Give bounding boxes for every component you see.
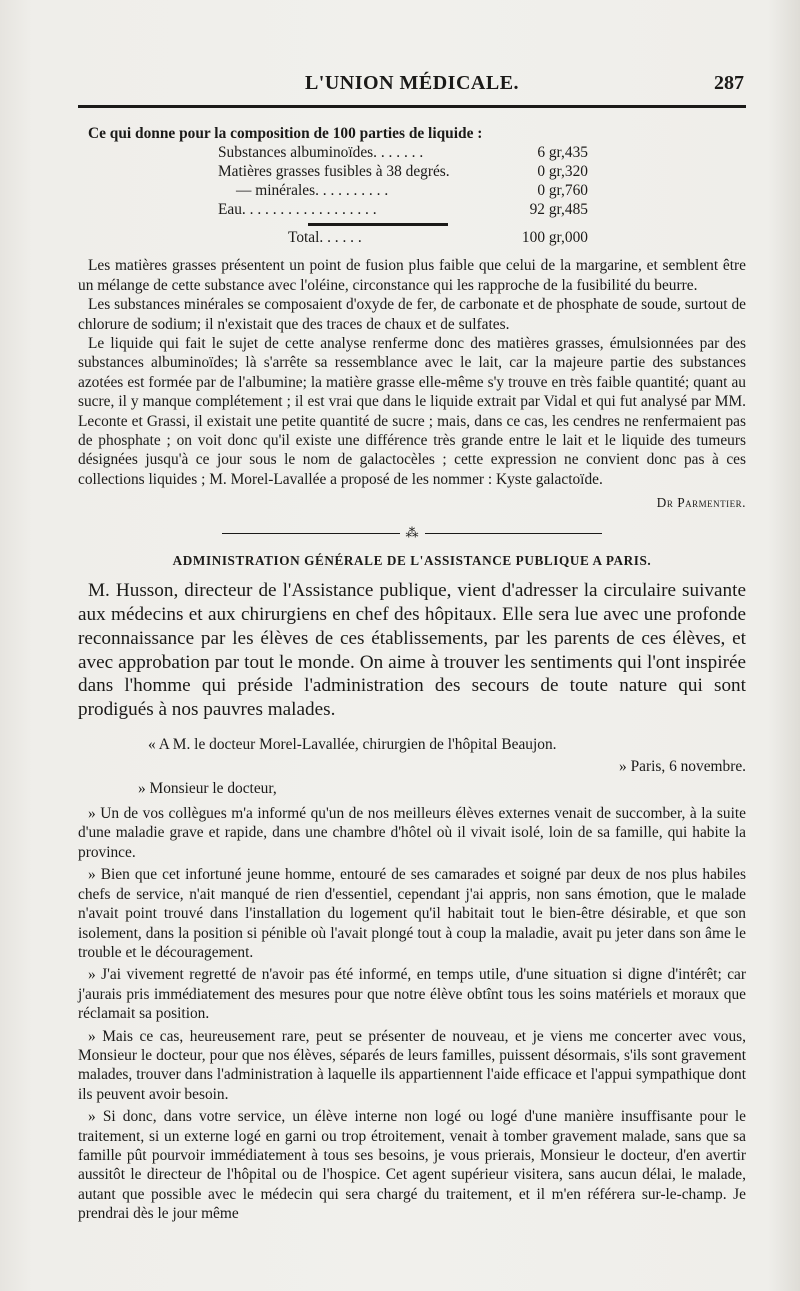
paragraph: Les substances minérales se composaient d'oxyde de fer, de carbonate et de phosphate de soude, surtout de chlorure de sodium; il n'existait que des traces de chaux et de sulfates. <box>78 296 746 333</box>
divider-line <box>222 533 400 534</box>
paragraph: Les matières grasses présentent un point de fusion plus faible que celui de la margarine, et semblent être un mélange de cette substance avec l'oléine, circonstance qui les rapproche de la fusibilité du beurre. <box>78 257 746 294</box>
letter-paragraph: » Bien que cet infortuné jeune homme, entouré de ses camarades et soigné par deux de nos plus habiles chefs de service, n'ait manqué de rien d'essentiel, cependant j'ai appris, non sans émotion, que le malade n'avait point trouvé dans l'installation du logement qu'il habitait tout le bien-être désirable, et que son isolement, dans la position si pénible où l'avait plongé tout à coup la maladie, avait pu jeter dans son âme le trouble et le découragement. <box>78 866 746 961</box>
letter-address: « A M. le docteur Morel-Lavallée, chirurgien de l'hôpital Beaujon. <box>148 736 557 754</box>
section-title: ADMINISTRATION GÉNÉRALE DE L'ASSISTANCE PUBLIQUE A PARIS. <box>172 553 652 569</box>
section-divider <box>222 525 602 541</box>
composition-row <box>218 162 588 181</box>
composition-label: Eau. . . . . . . . . . . . . . . . . . <box>218 201 377 219</box>
page-number: 287 <box>714 72 744 94</box>
composition-value: 6 gr,435 <box>537 144 588 162</box>
total-value: 100 gr,000 <box>521 229 588 247</box>
letter-date: » Paris, 6 novembre. <box>619 758 746 776</box>
letter-salutation: » Monsieur le docteur, <box>138 780 277 798</box>
letter-body <box>78 804 746 1224</box>
composition-value: 0 gr,760 <box>537 182 588 200</box>
composition-row <box>218 143 588 162</box>
letter-paragraph: » Un de vos collègues m'a informé qu'un de nos meilleurs élèves externes venait de succomber, à la suite d'une maladie grave et rapide, dans une chambre d'hôtel où il vivait isolé, loin de sa famille, qui habite la province. <box>78 805 746 861</box>
composition-label: Substances albuminoïdes. . . . . . . <box>218 144 424 162</box>
composition-row <box>218 181 588 200</box>
letter-paragraph: » Mais ce cas, heureusement rare, peut se présenter de nouveau, et je viens me concerter avec vous, Monsieur le docteur, pour que nos élèves, séparés de leurs familles, puissent désormais, s'ils sont gravement malades, trouver dans l'administration à laquelle ils appartiennent l'aide efficace et l'appui sympathique dont ils peuvent avoir besoin. <box>78 1027 746 1103</box>
composition-label: Matières grasses fusibles à 38 degrés. <box>218 163 450 181</box>
composition-table <box>218 143 588 219</box>
letter-paragraph: » J'ai vivement regretté de n'avoir pas été informé, en temps utile, d'une situation si digne d'intérêt; car j'aurais pris immédiatement des mesures pour que notre élève obtînt tous les soins matériels et moraux que réclamait sa position. <box>78 966 746 1023</box>
total-label: Total. . . . . . <box>288 229 362 247</box>
signature: Dr Parmentier. <box>656 495 746 511</box>
composition-intro: Ce qui donne pour la composition de 100 parties de liquide : <box>88 125 483 142</box>
composition-value: 0 gr,320 <box>537 163 588 181</box>
page-header <box>78 0 746 110</box>
total-rule <box>308 223 448 226</box>
divider-line <box>425 533 603 534</box>
composition-value: 92 gr,485 <box>529 201 588 219</box>
paragraph: Le liquide qui fait le sujet de cette analyse renferme donc des matières grasses, émulsionnées par des substances albuminoïdes; là s'arrête sa ressemblance avec le lait, car la majeure partie des substances azotées est formée par de l'albumine; la matière grasse elle-même s'y trouve en très faible quantité; quant au sucre, il y manque complétement ; il est vrai que dans le liquide extrait par Vidal et qui fut analysé par MM. Leconte et Grassi, il existait une petite quantité de sucre ; mais, dans ce cas, les cendres ne renfermaient pas de phosphate ; on voit donc qu'il existe une différence très grande entre le lait et le liquide des tumeurs désignées jusqu'à ce jour sous le nom de galactocèles ; cette expression ne convient donc pas à ces collections liquides ; M. Morel-Lavallée a proposé de les nommer : Kyste galactoïde. <box>78 335 746 488</box>
composition-label: — minérales. . . . . . . . . . <box>236 182 389 200</box>
letter-paragraph: » Si donc, dans votre service, un élève interne non logé ou logé d'une manière insuffisante pour le traitement, si un externe logé en garni ou trop étroitement, venait à tomber gravement malade, sans que sa famille pût pourvoir immédiatement à tous ses besoins, je vous prierais, Monsieur le docteur, d'en avertir aussitôt le directeur de l'hôpital ou de l'hospice. Cet agent supérieur visitera, sans aucun délai, le malade, autant que possible avec le médecin qui sera chargé du traitement, et il m'en référera sur-le-champ. Je prendrai dès le jour même <box>78 1108 746 1223</box>
intro-paragraph: M. Husson, directeur de l'Assistance publique, vient d'adresser la circulaire suivante aux médecins et aux chirurgiens en chef des hôpitaux. Elle sera lue avec une profonde reconnaissance par les élèves de ces établissements, par les parents de ces élèves, et avec approbation par tout le monde. On aime à trouver les sentiments qui l'ont inspirée dans l'homme qui préside l'administration des secours de toute nature qui sont prodigués à nos pauvres malades. <box>78 580 746 721</box>
divider-ornament: ⁂ <box>405 525 419 541</box>
running-title: L'UNION MÉDICALE. <box>304 72 520 94</box>
header-rule <box>78 105 746 108</box>
composition-total <box>288 228 588 248</box>
composition-row <box>218 200 588 219</box>
